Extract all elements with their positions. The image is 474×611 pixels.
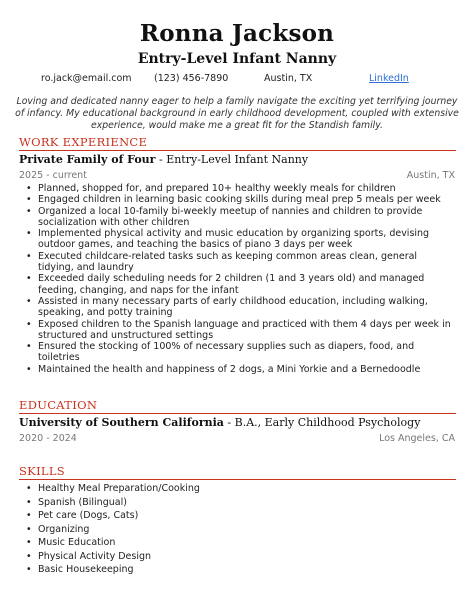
work-bullet: • Engaged children in learning basic cooking skills during meal prep 5 meals per week (24, 194, 454, 205)
skill-item: • Physical Activity Design (24, 550, 454, 564)
skill-item: • Music Education (24, 536, 454, 550)
contact-email[interactable]: ro.jack@email.com (41, 73, 132, 84)
skill-item: • Organizing (24, 523, 454, 537)
work-dates: 2025 - current (19, 170, 87, 181)
work-bullet: • Exceeded daily scheduling needs for 2 children (1 and 3 years old) and managed feeding, changing, and naps for the infant (24, 273, 454, 296)
skill-item: • Pet care (Dogs, Cats) (24, 509, 454, 523)
work-bullet: • Maintained the health and happiness of 2 dogs, a Mini Yorkie and a Bernedoodle (24, 364, 454, 375)
entry-separator: - (155, 153, 167, 166)
work-bullet: • Ensured the stocking of 100% of necessary supplies such as diapers, food, and toiletries (24, 341, 454, 364)
skill-item: • Healthy Meal Preparation/Cooking (24, 482, 454, 496)
section-divider-work (19, 150, 456, 151)
education-location: Los Angeles, CA (379, 433, 455, 444)
section-divider-education (19, 413, 456, 414)
professional-summary: Loving and dedicated nanny eager to help a family navigate the exciting yet terrifying journey of infancy. My educational background in early childhood development, coupled with extensive experience, would make me a great fit for the Standish family. (15, 96, 459, 131)
section-heading-skills: SKILLS (19, 464, 65, 478)
skill-item: • Spanish (Bilingual) (24, 496, 454, 510)
degree-name: B.A., Early Childhood Psychology (234, 416, 421, 429)
section-heading-education: EDUCATION (19, 398, 98, 412)
work-bullet: • Assisted in many necessary parts of early childhood education, including walking, speaking, and potty training (24, 296, 454, 319)
work-bullet: • Organized a local 10-family bi-weekly meetup of nannies and children to provide socialization with other children (24, 206, 454, 229)
employer-name: Private Family of Four (19, 153, 156, 166)
work-location: Austin, TX (406, 170, 455, 181)
linkedin-link[interactable]: LinkedIn (369, 73, 409, 84)
skill-item: • Basic Housekeeping (24, 563, 454, 577)
work-entry-header (19, 153, 308, 166)
contact-location: Austin, TX (264, 73, 313, 84)
work-bullet-list (24, 183, 454, 375)
work-bullet: • Exposed children to the Spanish language and practiced with them 4 days per week in structured and unstructured settings (24, 319, 454, 342)
job-role: Entry-Level Infant Nanny (166, 153, 309, 166)
candidate-title: Entry-Level Infant Nanny (137, 51, 337, 67)
work-bullet: • Planned, shopped for, and prepared 10+ healthy weekly meals for children (24, 183, 454, 194)
work-bullet: • Executed childcare-related tasks such as keeping common areas clean, general tidying, and laundry (24, 251, 454, 274)
entry-separator: - (223, 416, 235, 429)
work-bullet: • Implemented physical activity and music education by organizing sports, devising outdoor games, and teaching the basics of piano 3 days per week (24, 228, 454, 251)
education-entry-header (19, 416, 420, 429)
section-heading-work: WORK EXPERIENCE (19, 135, 148, 149)
section-divider-skills (19, 479, 456, 480)
skills-list (24, 482, 454, 577)
education-dates: 2020 - 2024 (19, 433, 77, 444)
candidate-name: Ronna Jackson (139, 20, 335, 47)
school-name: University of Southern California (19, 416, 224, 429)
contact-phone: (123) 456-7890 (154, 73, 229, 84)
